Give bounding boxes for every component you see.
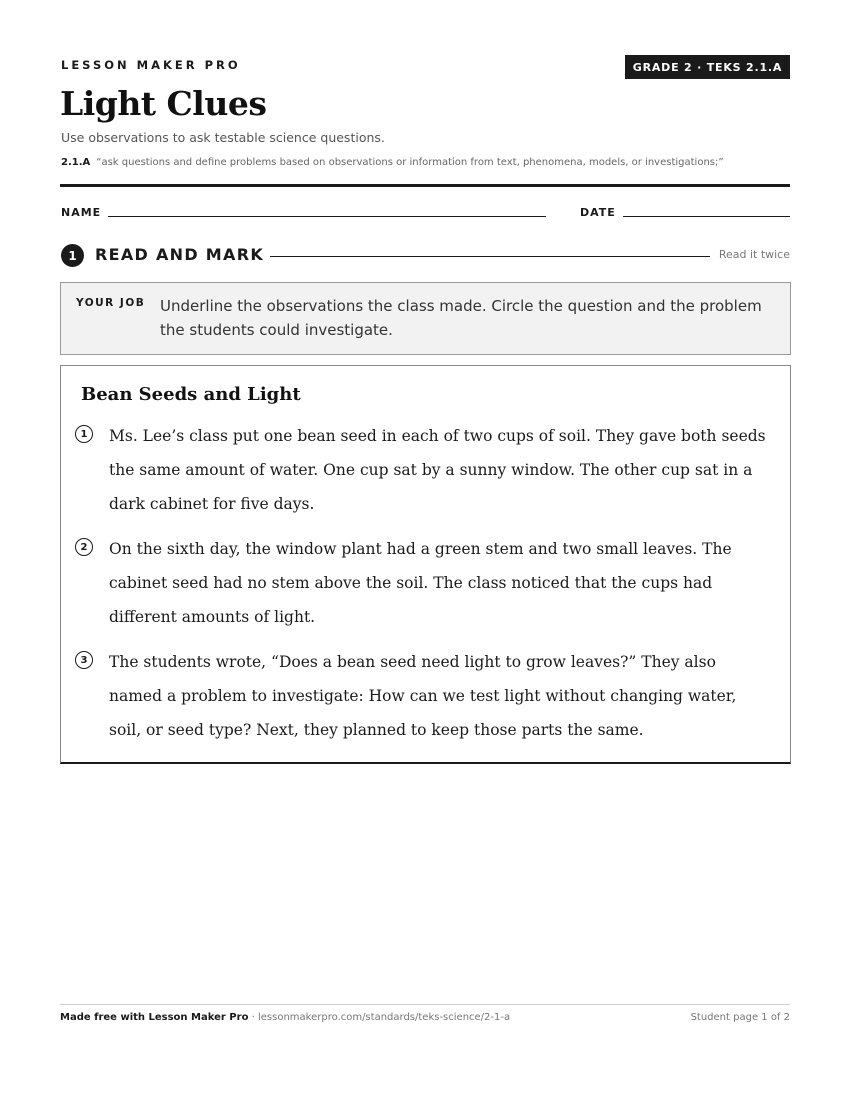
- name-field[interactable]: [108, 216, 546, 217]
- paragraph-number-3: 3: [75, 651, 93, 669]
- paragraph-number-2: 2: [75, 538, 93, 556]
- page-subtitle: Use observations to ask testable science questions.: [61, 130, 385, 145]
- footer-divider: [60, 1004, 790, 1005]
- your-job-label: YOUR JOB: [76, 297, 146, 309]
- standard-code: 2.1.A: [61, 157, 91, 168]
- footer-made-with: Made free with Lesson Maker Pro: [60, 1012, 249, 1023]
- header-divider: [60, 184, 790, 187]
- standard-text: “ask questions and define problems based on observations or information from text, phenomena, models, or investigations;”: [96, 157, 724, 168]
- grade-badge: GRADE 2 · TEKS 2.1.A: [625, 55, 790, 79]
- paragraph-text-2: On the sixth day, the window plant had a green stem and two small leaves. The cabinet seed had no stem above the soil. The class noticed that the cups had different amounts of light.: [109, 540, 732, 626]
- section-title: READ AND MARK: [95, 245, 265, 264]
- passage-title: Bean Seeds and Light: [81, 384, 301, 405]
- your-job-text: Underline the observations the class made. Circle the question and the problem the students could investigate.: [160, 297, 762, 339]
- section-note: Read it twice: [718, 248, 790, 261]
- footer-page-number: Student page 1 of 2: [690, 1012, 790, 1023]
- section-number-badge: 1: [61, 244, 84, 267]
- date-field[interactable]: [623, 216, 790, 217]
- page-title: Light Clues: [60, 84, 267, 123]
- your-job-box: [60, 282, 791, 355]
- date-label: DATE: [580, 206, 616, 219]
- paragraph-text-3: The students wrote, “Does a bean seed need light to grow leaves?” They also named a problem to investigate: How can we test light without changing water, soil, or seed type? Next, they planned to keep those parts the same.: [109, 653, 737, 739]
- footer-url[interactable]: · lessonmakerpro.com/standards/teks-science/2-1-a: [248, 1012, 511, 1023]
- section-divider: [270, 256, 710, 257]
- paragraph-text-1: Ms. Lee’s class put one bean seed in each of two cups of soil. They gave both seeds the same amount of water. One cup sat by a sunny window. The other cup sat in a dark cabinet for five days.: [109, 427, 766, 513]
- paragraph-number-1: 1: [75, 425, 93, 443]
- brand-name: LESSON MAKER PRO: [61, 58, 241, 72]
- standard-line: [61, 157, 801, 168]
- name-label: NAME: [61, 206, 102, 219]
- reading-passage: [60, 365, 791, 764]
- footer-credit: [60, 1012, 510, 1023]
